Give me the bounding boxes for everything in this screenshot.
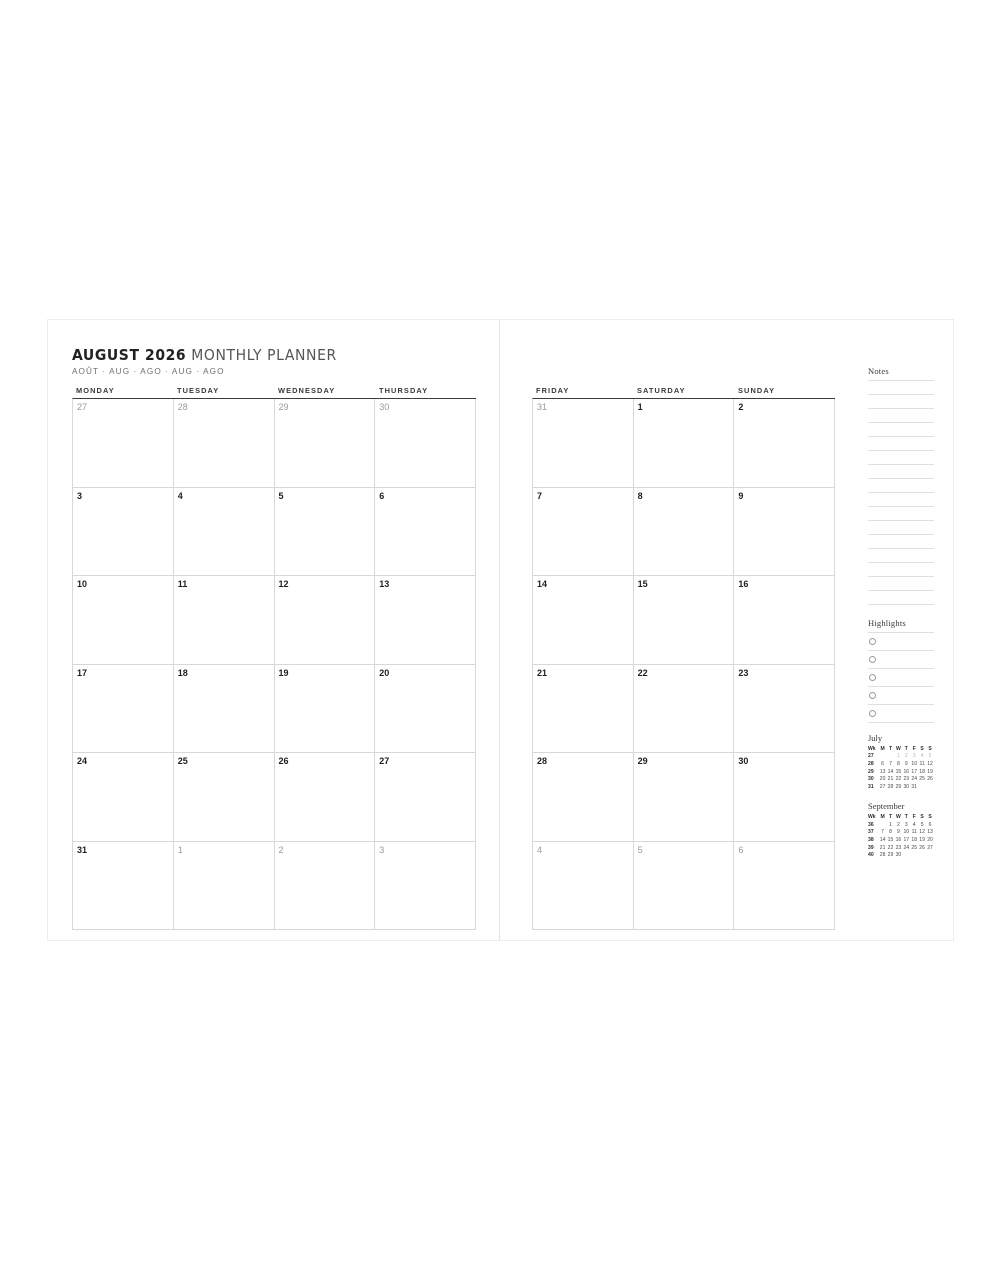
calendar-day-cell[interactable] [73,399,174,488]
day-number: 16 [738,579,749,589]
calendar-day-cell[interactable] [533,665,634,754]
sidebar [868,366,934,859]
notes-line[interactable] [868,493,934,507]
day-number: 28 [537,756,548,766]
day-number: 24 [77,756,88,766]
mini-day: 10 [903,829,910,836]
mini-col-header: S [928,813,932,820]
day-number: 9 [738,490,744,501]
calendar-week-row [533,665,835,754]
day-header-wednesday: WEDNESDAY [278,386,336,395]
mini-week-row [868,836,934,844]
mini-month-table [868,813,934,859]
day-number: 5 [637,844,643,855]
calendar-week-row [533,842,835,931]
mini-day: 14 [879,836,886,843]
notes-line[interactable] [868,479,934,493]
mini-day: 3 [912,753,916,760]
highlight-checkbox-icon[interactable] [869,692,876,699]
mini-day: 7 [889,761,892,767]
mini-month-table [868,745,934,791]
calendar-day-cell[interactable] [634,665,735,754]
notes-line[interactable] [868,423,934,437]
mini-day: 4 [912,821,916,828]
notes-label: Notes [868,366,889,376]
day-number: 30 [379,402,390,412]
day-number: 3 [77,490,83,501]
day-number: 29 [637,756,648,766]
calendar-day-cell[interactable] [734,753,835,842]
mini-col-header: T [904,813,908,820]
day-number: 27 [379,756,390,766]
day-number: 21 [537,667,548,678]
mini-day: 30 [895,852,902,859]
highlight-checkbox-icon[interactable] [869,638,876,645]
mini-day [926,852,934,860]
mini-day: 9 [896,829,900,836]
mini-col-header: T [888,745,893,752]
highlight-row[interactable] [868,651,934,669]
calendar-day-cell[interactable] [73,753,174,842]
mini-day [910,852,918,860]
mini-day [918,852,926,860]
day-header-tuesday: TUESDAY [177,386,220,395]
mini-day: 5 [920,821,924,828]
calendar-day-cell[interactable] [275,576,376,665]
mini-day [918,784,926,792]
mini-day: 23 [895,844,902,851]
mini-week-row [868,760,934,768]
highlight-checkbox-icon[interactable] [869,710,876,717]
highlights-label: Highlights [868,618,906,628]
mini-day: 22 [895,776,902,783]
notes-line[interactable] [868,507,934,521]
calendar-day-cell[interactable] [533,399,634,488]
calendar-week-row [533,753,835,842]
mini-day [887,753,895,761]
day-number: 4 [177,490,183,501]
mini-day: 9 [904,761,908,767]
calendar-day-cell[interactable] [73,665,174,754]
mini-day: 8 [889,829,892,836]
day-number: 2 [278,844,284,855]
mini-col-header: F [912,745,916,752]
mini-day: 17 [903,836,910,843]
highlight-checkbox-icon[interactable] [869,674,876,681]
calendar-week-row [73,399,476,488]
mini-day: 24 [911,776,918,783]
mini-month-july [868,733,934,791]
day-header-friday: FRIDAY [536,386,570,395]
mini-day: 1 [896,753,900,760]
mini-month-calendars [868,733,934,859]
mini-day: 1 [889,821,892,828]
mini-week-number: 37 [868,829,874,836]
mini-day: 13 [879,768,886,775]
mini-day: 2 [904,753,908,760]
mini-day: 10 [911,761,918,767]
day-number: 2 [738,402,744,412]
calendar-day-cell[interactable] [634,399,735,488]
mini-day: 21 [879,844,886,851]
calendar-day-cell[interactable] [734,842,835,931]
notes-line[interactable] [868,563,934,577]
notes-line[interactable] [868,549,934,563]
calendar-day-cell[interactable] [275,842,376,931]
day-number: 23 [738,667,749,678]
day-number: 12 [278,579,289,589]
day-number: 7 [537,490,543,501]
day-number: 1 [637,402,643,412]
mini-day: 21 [887,776,894,783]
calendar-day-cell[interactable] [275,753,376,842]
calendar-day-cell[interactable] [73,842,174,931]
mini-week-row [868,768,934,776]
mini-col-header: S [920,745,924,752]
calendar-week-row [73,576,476,665]
notes-line[interactable] [868,591,934,605]
mini-month-title: September [868,801,905,812]
day-number: 15 [637,579,648,589]
notes-line[interactable] [868,409,934,423]
notes-line[interactable] [868,380,934,395]
mini-day: 30 [903,784,910,791]
day-number: 6 [738,844,744,855]
calendar-week-row [73,488,476,577]
mini-week-number: 30 [868,776,874,783]
calendar-day-cell[interactable] [174,488,275,577]
mini-day: 11 [911,829,917,836]
mini-week-row [868,784,934,792]
calendar-week-row [533,488,835,577]
day-number: 4 [537,844,543,855]
day-header-monday: MONDAY [76,386,115,395]
highlight-row[interactable] [868,687,934,705]
calendar-day-cell[interactable] [634,488,735,577]
calendar-day-cell[interactable] [734,399,835,488]
calendar-day-cell[interactable] [174,842,275,931]
day-number: 31 [77,844,88,855]
day-header-thursday: THURSDAY [379,386,429,395]
mini-week-number: 39 [868,844,874,851]
day-number: 11 [177,579,188,589]
left-day-header-row [72,384,476,398]
day-number: 3 [379,844,385,855]
day-number: 31 [537,402,548,412]
right-calendar-grid [532,398,835,930]
mini-day: 4 [920,753,924,760]
mini-day: 16 [903,768,910,775]
mini-day: 12 [919,829,925,836]
planner-spread [48,320,953,940]
calendar-day-cell[interactable] [275,488,376,577]
calendar-day-cell[interactable] [174,753,275,842]
mini-day: 28 [887,784,894,791]
mini-day: 23 [903,776,910,783]
mini-month-september [868,801,934,859]
calendar-day-cell[interactable] [734,488,835,577]
calendar-day-cell[interactable] [73,488,174,577]
mini-week-number: 27 [868,753,874,760]
mini-week-number: 28 [868,761,874,767]
mini-day: 12 [927,761,933,767]
day-number: 17 [77,667,88,678]
notes-lines[interactable] [868,380,934,605]
notes-line[interactable] [868,451,934,465]
calendar-week-row [73,842,476,931]
calendar-day-cell[interactable] [174,665,275,754]
mini-day: 26 [927,776,933,783]
highlight-checkbox-icon[interactable] [869,656,876,663]
calendar-day-cell[interactable] [174,399,275,488]
mini-col-header: M [880,745,885,752]
mini-day: 11 [919,761,925,767]
notes-line[interactable] [868,521,934,535]
mini-day: 31 [911,784,918,791]
day-number: 28 [177,402,188,412]
calendar-day-cell[interactable] [275,399,376,488]
highlight-row[interactable] [868,669,934,687]
day-number: 8 [637,490,643,501]
mini-day: 20 [879,776,886,783]
mini-week-row [868,829,934,837]
calendar-week-row [533,399,835,488]
mini-day: 6 [928,821,932,828]
mini-week-number: 31 [868,784,874,791]
mini-week-row [868,852,934,860]
mini-col-header: S [928,745,932,752]
mini-week-number: 40 [868,852,874,859]
notes-line[interactable] [868,437,934,451]
mini-day: 27 [927,844,933,851]
mini-col-header: S [920,813,924,820]
mini-day: 27 [879,784,886,791]
day-number: 18 [177,667,188,678]
mini-day: 19 [919,836,925,843]
day-number: 30 [738,756,749,766]
day-number: 26 [278,756,289,766]
month-year-title: AUGUST 2026 [72,346,187,364]
mini-day: 2 [896,821,900,828]
calendar-day-cell[interactable] [174,576,275,665]
notes-line[interactable] [868,535,934,549]
mini-day: 8 [896,761,900,767]
mini-col-header: T [904,745,908,752]
mini-col-header: M [880,813,885,820]
day-header-saturday: SATURDAY [637,386,686,395]
mini-col-header: W [896,745,901,752]
calendar-day-cell[interactable] [634,842,735,931]
day-header-sunday: SUNDAY [738,386,776,395]
calendar-day-cell[interactable] [375,399,476,488]
mini-week-number: 36 [868,821,874,828]
mini-day: 20 [927,836,933,843]
mini-col-header: Wk [868,813,876,820]
day-number: 29 [278,402,289,412]
day-number: 20 [379,667,390,678]
mini-day: 19 [927,768,933,775]
calendar-week-row [73,753,476,842]
mini-week-row [868,776,934,784]
mini-day: 17 [911,768,918,775]
mini-day: 14 [887,768,894,775]
right-day-header-row [532,384,835,398]
calendar-day-cell[interactable] [634,753,735,842]
day-number: 5 [278,490,284,501]
day-number: 25 [177,756,188,766]
mini-month-title: July [868,733,883,743]
mini-day: 15 [895,768,902,775]
mini-day: 28 [879,852,886,859]
calendar-day-cell[interactable] [634,576,735,665]
calendar-day-cell[interactable] [375,753,476,842]
page-title [72,346,337,376]
left-calendar-grid [72,398,476,930]
mini-week-row [868,844,934,852]
mini-day: 29 [887,852,894,859]
day-number: 13 [379,579,390,589]
calendar-week-row [533,576,835,665]
mini-week-number: 29 [868,768,874,775]
calendar-day-cell[interactable] [375,665,476,754]
mini-week-row [868,821,934,829]
mini-day: 13 [927,829,933,836]
mini-week-row [868,753,934,761]
mini-day: 5 [928,753,932,760]
mini-day: 26 [919,844,925,851]
day-number: 1 [177,844,183,855]
left-page [48,320,500,940]
calendar-day-cell[interactable] [533,753,634,842]
calendar-day-cell[interactable] [533,842,634,931]
mini-day: 6 [881,761,885,767]
mini-col-header: T [888,813,893,820]
mini-day: 25 [911,844,918,851]
mini-day: 22 [887,844,894,851]
notes-line[interactable] [868,395,934,409]
calendar-week-row [73,665,476,754]
mini-day: 29 [895,784,902,791]
highlights-list[interactable] [868,632,934,723]
notes-line[interactable] [868,577,934,591]
calendar-day-cell[interactable] [73,576,174,665]
notes-line[interactable] [868,465,934,479]
calendar-day-cell[interactable] [375,576,476,665]
mini-day: 18 [911,836,918,843]
mini-col-header: Wk [868,745,876,752]
month-translations: AOÛT · AUG · AGO · AUG · AGO [72,367,225,376]
mini-day [902,852,910,860]
highlight-row[interactable] [868,632,934,651]
mini-day: 24 [903,844,910,851]
day-number: 22 [637,667,648,678]
planner-subtitle: MONTHLY PLANNER [191,346,337,364]
mini-day: 3 [904,821,908,828]
mini-day: 15 [887,836,894,843]
calendar-day-cell[interactable] [275,665,376,754]
mini-day [879,753,887,761]
day-number: 10 [77,579,88,589]
calendar-day-cell[interactable] [533,488,634,577]
mini-col-header: F [912,813,916,820]
calendar-day-cell[interactable] [734,576,835,665]
calendar-day-cell[interactable] [375,842,476,931]
mini-day: 25 [919,776,925,783]
calendar-day-cell[interactable] [734,665,835,754]
day-number: 14 [537,579,548,589]
day-number: 6 [379,490,385,501]
mini-day: 16 [895,836,902,843]
mini-week-number: 38 [868,836,874,843]
mini-day: 7 [881,829,885,836]
day-number: 19 [278,667,289,678]
mini-col-header: W [896,813,901,820]
mini-day [926,784,934,792]
day-number: 27 [77,402,88,412]
mini-day: 18 [919,768,925,775]
highlight-row[interactable] [868,705,934,723]
mini-day [879,821,887,829]
calendar-day-cell[interactable] [533,576,634,665]
calendar-day-cell[interactable] [375,488,476,577]
right-page [500,320,953,940]
